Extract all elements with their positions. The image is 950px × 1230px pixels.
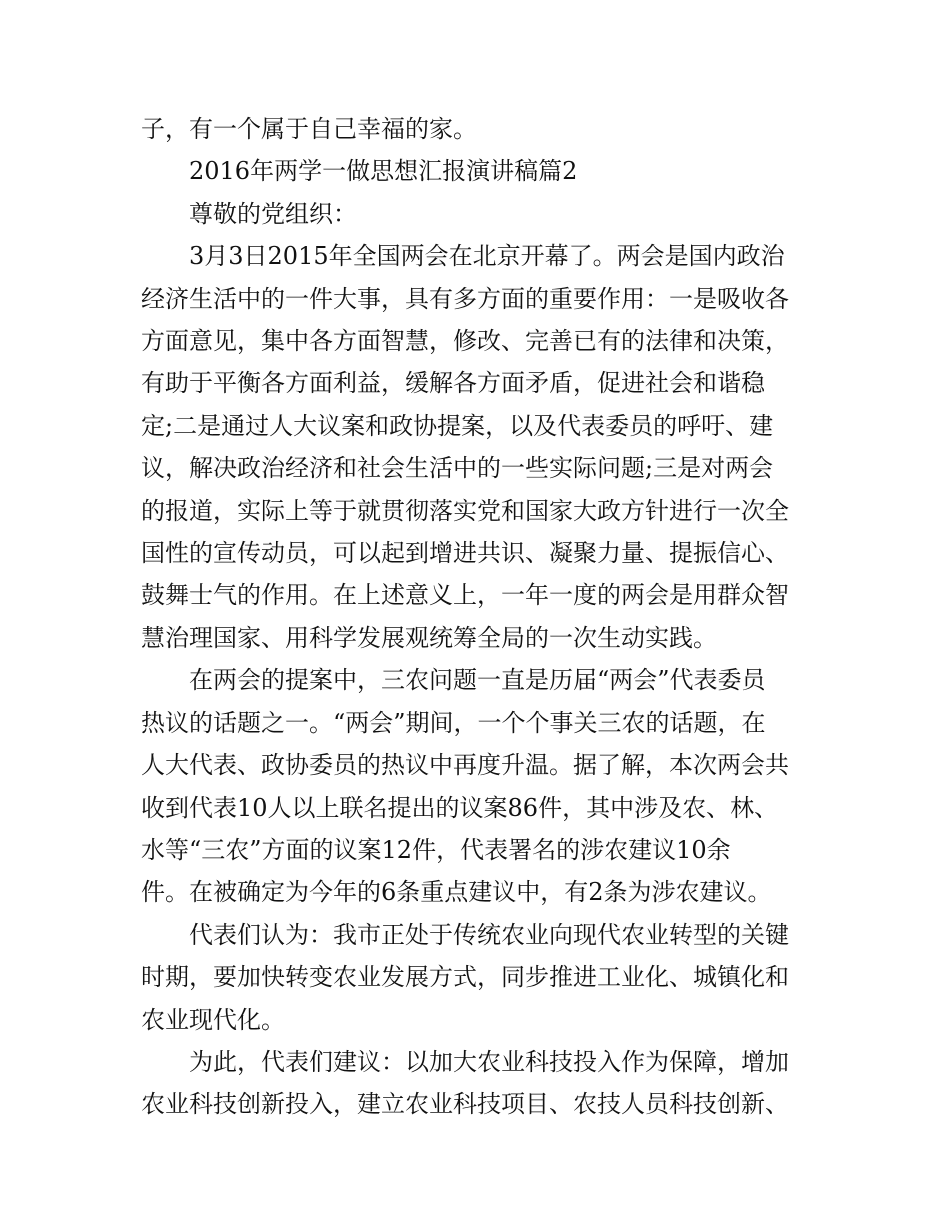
text-line: 为此，代表们建议：以加大农业科技投入作为保障，增加 xyxy=(189,1047,789,1076)
text-line: 慧治理国家、用科学发展观统筹全局的一次生动实践。 xyxy=(141,623,717,652)
text-line: 收到代表10人以上联名提出的议案86件，其中涉及农、林、 xyxy=(141,793,779,822)
text-line: 有助于平衡各方面利益，缓解各方面矛盾，促进社会和谐稳 xyxy=(141,369,765,398)
text-line: 的报道，实际上等于就贯彻落实党和国家大政方针进行一次全 xyxy=(141,496,789,525)
text-line: 鼓舞士气的作用。在上述意义上，一年一度的两会是用群众智 xyxy=(141,581,789,610)
section-heading: 2016年两学一做思想汇报演讲稿篇2 xyxy=(189,157,578,186)
text-line: 国性的宣传动员，可以起到增进共识、凝聚力量、提振信心、 xyxy=(141,539,789,568)
text-line: 定;二是通过人大议案和政协提案，以及代表委员的呼吁、建 xyxy=(141,411,774,440)
text-line: 经济生活中的一件大事，具有多方面的重要作用：一是吸收各 xyxy=(141,284,789,313)
text-line: 代表们认为：我市正处于传统农业向现代农业转型的关键 xyxy=(189,920,789,949)
text-line: 农业科技创新投入，建立农业科技项目、农技人员科技创新、 xyxy=(141,1090,789,1119)
text-line: 方面意见，集中各方面智慧，修改、完善已有的法律和决策， xyxy=(141,327,789,356)
text-line: 农业现代化。 xyxy=(141,1005,285,1034)
text-line: 时期，要加快转变农业发展方式，同步推进工业化、城镇化和 xyxy=(141,963,789,992)
text-line: 在两会的提案中，三农问题一直是历届“两会”代表委员 xyxy=(189,666,766,695)
text-line: 议，解决政治经济和社会生活中的一些实际问题;三是对两会 xyxy=(141,454,774,483)
document-body xyxy=(141,108,821,1126)
text-line: 水等“三农”方面的议案12件，代表署名的涉农建议10余 xyxy=(141,835,731,864)
salutation: 尊敬的党组织： xyxy=(189,199,357,228)
text-line: 人大代表、政协委员的热议中再度升温。据了解，本次两会共 xyxy=(141,751,789,780)
text-line: 热议的话题之一。“两会”期间，一个个事关三农的话题，在 xyxy=(141,708,766,737)
text-line: 3月3日2015年全国两会在北京开幕了。两会是国内政治 xyxy=(189,242,785,271)
text-line: 件。在被确定为今年的6条重点建议中，有2条为涉农建议。 xyxy=(141,878,772,907)
text-line: 子，有一个属于自己幸福的家。 xyxy=(141,115,477,143)
